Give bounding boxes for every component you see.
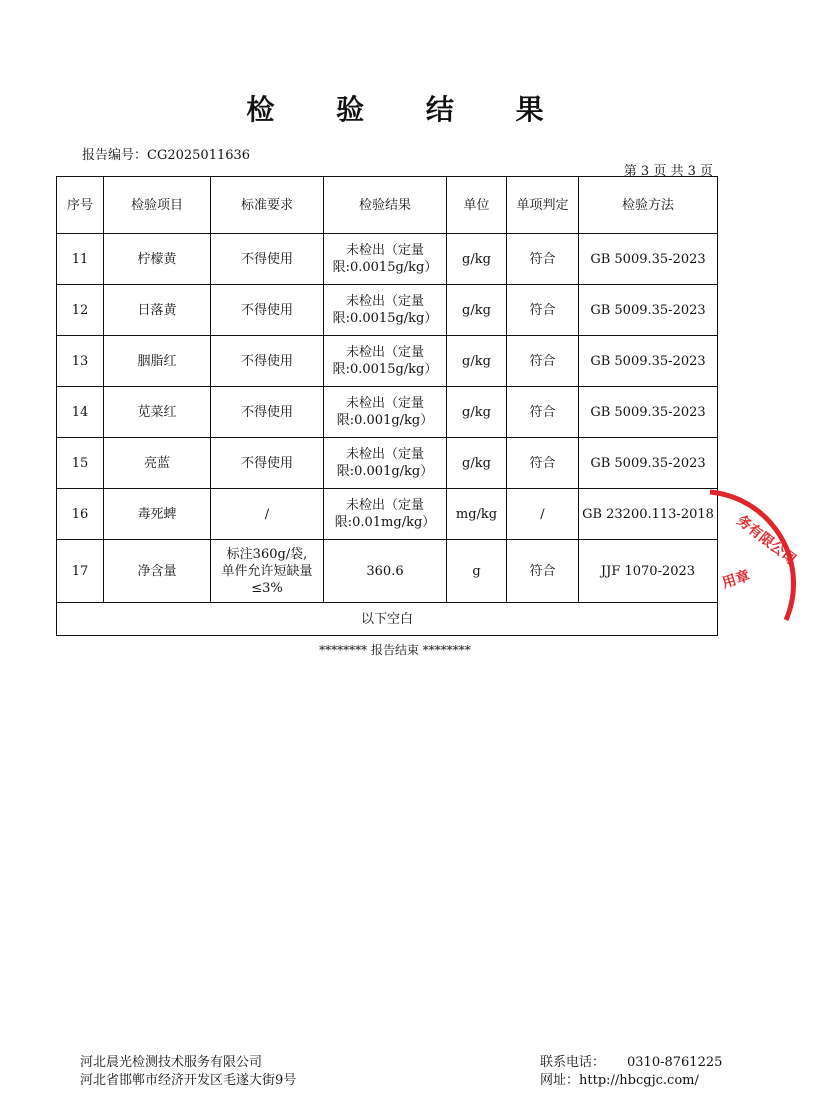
result-line: 未检出（定量 bbox=[345, 345, 424, 360]
result-line: 未检出（定量 bbox=[345, 447, 424, 462]
cell-item: 净含量 bbox=[104, 540, 211, 603]
result-line: 限:0.0015g/kg） bbox=[332, 311, 438, 326]
cell-judgment: 符合 bbox=[507, 336, 579, 387]
result-line: 限:0.0015g/kg） bbox=[332, 260, 438, 275]
cell-requirement: 不得使用 bbox=[211, 336, 324, 387]
result-line: 限:0.01mg/kg） bbox=[334, 515, 436, 530]
phone-label: 联系电话： bbox=[540, 1055, 606, 1070]
header-unit: 单位 bbox=[447, 177, 507, 234]
requirement-line: 标注360g/袋, bbox=[226, 546, 308, 562]
cell-no: 11 bbox=[57, 234, 104, 285]
header-no: 序号 bbox=[57, 177, 104, 234]
cell-unit: g/kg bbox=[447, 336, 507, 387]
requirement-line: 单件允许短缺量 bbox=[221, 563, 313, 579]
cell-requirement: 不得使用 bbox=[211, 387, 324, 438]
cell-no: 17 bbox=[57, 540, 104, 603]
requirement-line: ≤3% bbox=[251, 580, 283, 596]
result-line: 未检出（定量 bbox=[345, 294, 424, 309]
page-info: 第 3 页 共 3 页 bbox=[623, 164, 713, 179]
cell-requirement bbox=[211, 540, 324, 603]
header-method: 检验方法 bbox=[579, 177, 718, 234]
cell-method: GB 5009.35-2023 bbox=[579, 285, 718, 336]
cell-no: 13 bbox=[57, 336, 104, 387]
table-row bbox=[57, 234, 718, 285]
table-row bbox=[57, 540, 718, 603]
table-row bbox=[57, 438, 718, 489]
company-seal bbox=[700, 488, 820, 628]
seal-text-top: 务有限公司 bbox=[733, 512, 799, 569]
table-header-row bbox=[57, 177, 718, 234]
blank-row bbox=[57, 603, 718, 636]
cell-result bbox=[324, 387, 447, 438]
cell-judgment: / bbox=[507, 489, 579, 540]
cell-item: 苋菜红 bbox=[104, 387, 211, 438]
cell-result: 360.6 bbox=[324, 540, 447, 603]
cell-unit: g/kg bbox=[447, 285, 507, 336]
cell-judgment: 符合 bbox=[507, 438, 579, 489]
cell-method: GB 5009.35-2023 bbox=[579, 438, 718, 489]
cell-result bbox=[324, 234, 447, 285]
cell-unit: g bbox=[447, 540, 507, 603]
table-row bbox=[57, 489, 718, 540]
report-number-label: 报告编号： bbox=[82, 148, 148, 163]
website-label: 网址： bbox=[540, 1073, 580, 1088]
table-row bbox=[57, 336, 718, 387]
cell-method: GB 23200.113-2018 bbox=[579, 489, 718, 540]
table-row bbox=[57, 285, 718, 336]
seal-text-bottom: 用章 bbox=[720, 567, 752, 592]
result-line: 未检出（定量 bbox=[345, 396, 424, 411]
contact-phone bbox=[540, 1054, 722, 1072]
cell-item: 胭脂红 bbox=[104, 336, 211, 387]
results-table bbox=[56, 176, 718, 636]
result-line: 限:0.001g/kg） bbox=[336, 413, 434, 428]
cell-judgment: 符合 bbox=[507, 285, 579, 336]
cell-requirement: 不得使用 bbox=[211, 438, 324, 489]
document-title: 检 验 结 果 bbox=[246, 93, 570, 126]
cell-result bbox=[324, 336, 447, 387]
cell-item: 柠檬黄 bbox=[104, 234, 211, 285]
report-end-line: ******** 报告结束 ******** bbox=[319, 643, 471, 657]
contact-website bbox=[540, 1072, 722, 1090]
company-name: 河北晨光检测技术服务有限公司 bbox=[80, 1055, 263, 1070]
cell-unit: g/kg bbox=[447, 438, 507, 489]
cell-unit: g/kg bbox=[447, 234, 507, 285]
report-number bbox=[82, 144, 250, 163]
result-line: 未检出（定量 bbox=[345, 498, 424, 513]
result-line: 限:0.001g/kg） bbox=[336, 464, 434, 479]
cell-item: 日落黄 bbox=[104, 285, 211, 336]
header-requirement: 标准要求 bbox=[211, 177, 324, 234]
footer-company-info bbox=[80, 1054, 296, 1090]
header-result: 检验结果 bbox=[324, 177, 447, 234]
cell-no: 14 bbox=[57, 387, 104, 438]
table-row bbox=[57, 387, 718, 438]
cell-judgment: 符合 bbox=[507, 387, 579, 438]
cell-requirement: 不得使用 bbox=[211, 285, 324, 336]
cell-unit: mg/kg bbox=[447, 489, 507, 540]
phone-value: 0310-8761225 bbox=[627, 1055, 723, 1070]
header-item: 检验项目 bbox=[104, 177, 211, 234]
blank-note: 以下空白 bbox=[57, 603, 718, 636]
cell-result bbox=[324, 438, 447, 489]
cell-no: 15 bbox=[57, 438, 104, 489]
website-value: http://hbcgjc.com/ bbox=[579, 1073, 699, 1088]
cell-requirement: / bbox=[211, 489, 324, 540]
cell-method: GB 5009.35-2023 bbox=[579, 336, 718, 387]
cell-item: 毒死蜱 bbox=[104, 489, 211, 540]
result-line: 限:0.0015g/kg） bbox=[332, 362, 438, 377]
cell-judgment: 符合 bbox=[507, 540, 579, 603]
cell-no: 12 bbox=[57, 285, 104, 336]
cell-method: GB 5009.35-2023 bbox=[579, 234, 718, 285]
cell-item: 亮蓝 bbox=[104, 438, 211, 489]
cell-judgment: 符合 bbox=[507, 234, 579, 285]
cell-method: GB 5009.35-2023 bbox=[579, 387, 718, 438]
header-judgment: 单项判定 bbox=[507, 177, 579, 234]
report-number-value: CG2025011636 bbox=[147, 148, 251, 163]
company-address: 河北省邯郸市经济开发区毛遂大街9号 bbox=[80, 1073, 297, 1088]
cell-result bbox=[324, 489, 447, 540]
footer-contact-info bbox=[540, 1054, 722, 1090]
cell-requirement: 不得使用 bbox=[211, 234, 324, 285]
cell-result bbox=[324, 285, 447, 336]
result-line: 未检出（定量 bbox=[345, 243, 424, 258]
cell-method: JJF 1070-2023 bbox=[579, 540, 718, 603]
cell-unit: g/kg bbox=[447, 387, 507, 438]
cell-no: 16 bbox=[57, 489, 104, 540]
